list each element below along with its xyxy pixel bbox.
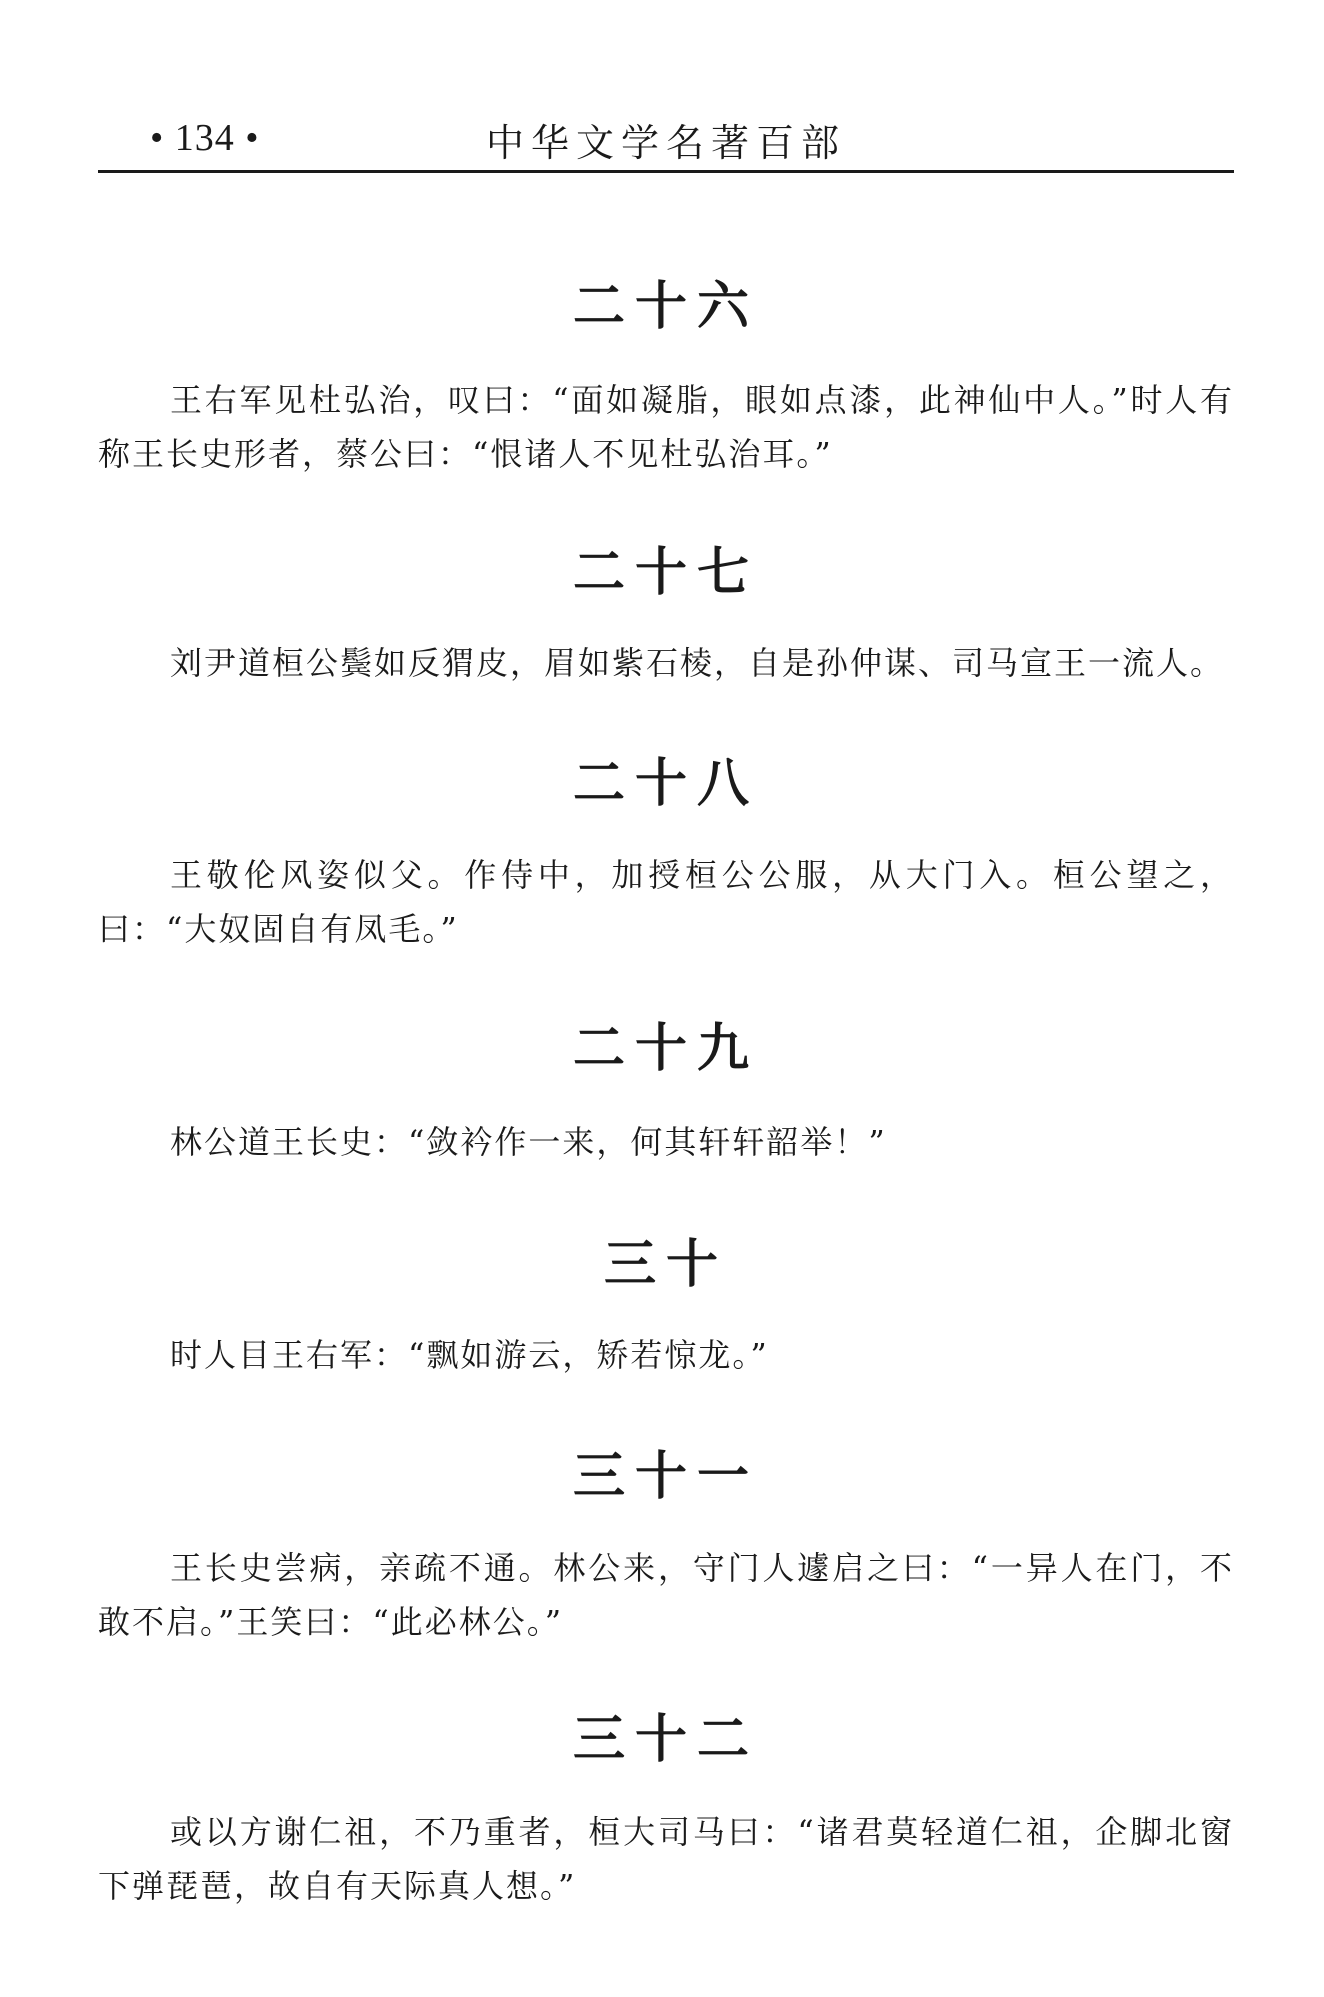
section-text-27: 刘尹道桓公鬓如反猬皮，眉如紫石棱，自是孙仲谋、司马宣王一流人。 [170, 644, 1225, 682]
section-heading-30: 三十 [603, 1235, 728, 1295]
section-heading-27: 二十七 [572, 543, 759, 603]
section-heading-32: 三十二 [572, 1710, 759, 1770]
section-text-32: 或以方谢仁祖，不乃重者，桓大司马曰：“诸君莫轻道仁祖，企脚北窗下弹琵琶，故自有天际真人想。” [98, 1813, 1234, 1905]
page-number: • 134 • [150, 117, 260, 159]
section-text-30: 时人目王右军：“飘如游云，矫若惊龙。” [170, 1336, 769, 1374]
section-heading-26: 二十六 [572, 277, 759, 337]
section-heading-28: 二十八 [572, 754, 759, 814]
section-heading-29: 二十九 [572, 1019, 759, 1079]
section-text-29: 林公道王长史：“敛衿作一来，何其轩轩韶举！” [170, 1123, 887, 1161]
page-header [98, 104, 1234, 173]
section-text-28: 王敬伦风姿似父。作侍中，加授桓公公服，从大门入。桓公望之，曰：“大奴固自有凤毛。” [98, 856, 1234, 948]
section-text-26: 王右军见杜弘治，叹曰：“面如凝脂，眼如点漆，此神仙中人。”时人有称王长史形者，蔡公曰：“恨诸人不见杜弘治耳。” [98, 381, 1234, 473]
section-text-31: 王长史尝病，亲疏不通。林公来，守门人遽启之曰：“一异人在门，不敢不启。”王笑曰：“此必林公。” [98, 1549, 1234, 1641]
book-title: 中华文学名著百部 [485, 121, 846, 165]
section-heading-31: 三十一 [572, 1447, 759, 1507]
